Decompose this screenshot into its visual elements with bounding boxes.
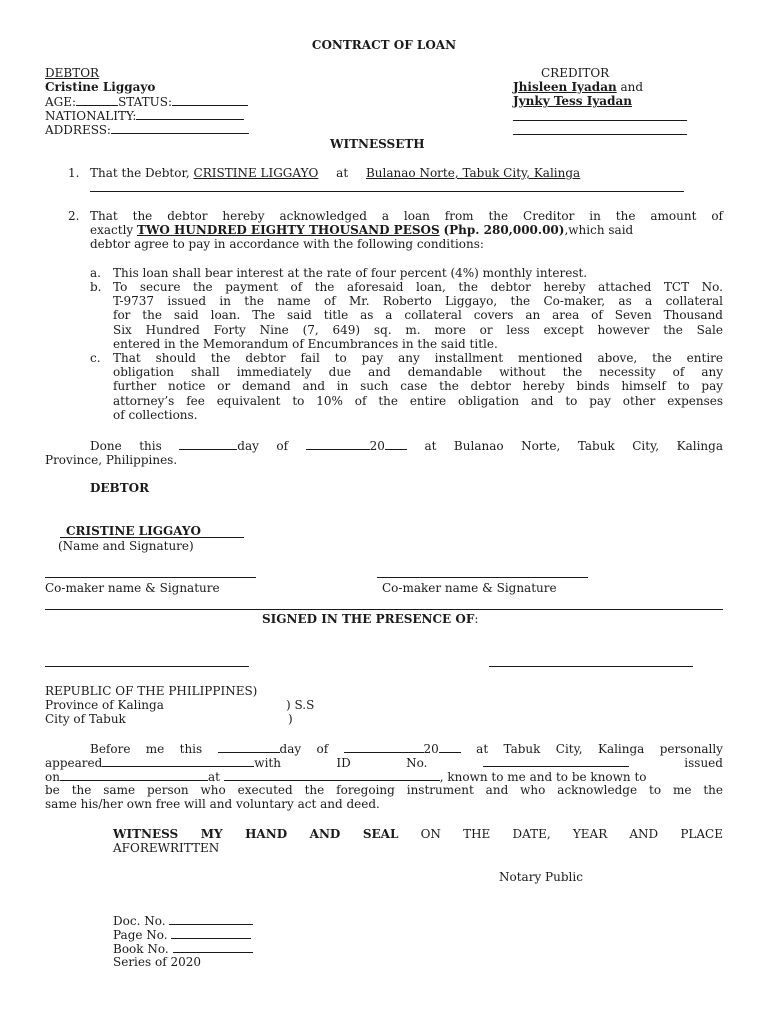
witnesseth-heading: WITNESSETH <box>330 137 425 151</box>
done-year-prefix: 20 <box>369 439 385 453</box>
debtor-signature-name: CRISTINE LIGGAYO <box>66 524 201 538</box>
witness-hand-line <box>113 827 723 842</box>
clause-1-number: 1. <box>68 166 80 180</box>
series-line: Series of 2020 <box>113 955 201 969</box>
clause-2-number: 2. <box>68 209 80 223</box>
appeared-label: appeared <box>45 756 103 770</box>
ss-mark: ) S.S <box>286 698 315 712</box>
debtor-heading: DEBTOR <box>45 66 100 80</box>
condition-line: obligation shall immediately due and demandable without the necessity of any <box>113 365 723 380</box>
address-field[interactable] <box>111 122 249 134</box>
creditor-1-name: Jhisleen Iyadan <box>513 80 617 94</box>
acknowledgment-line-4: same his/her own free will and voluntary act and deed. <box>45 797 380 811</box>
witness-1-line[interactable] <box>45 666 249 667</box>
condition-line: Six Hundred Forty Nine (7, 649) sq. m. more or less except however the Sale <box>113 322 723 337</box>
clause-2-after-amount: ,which said <box>564 223 634 237</box>
book-no-label: Book No. <box>113 942 169 956</box>
aforewritten: AFOREWRITTEN <box>113 841 220 855</box>
condition-line: That should the debtor fail to pay any installment mentioned above, the entire <box>113 351 723 365</box>
witness-hand-bold: WITNESS MY HAND AND SEAL <box>113 827 399 841</box>
notary-day-of: day of <box>279 742 329 756</box>
province-line: Province of Kalinga <box>45 698 164 712</box>
on-label: on <box>45 770 60 784</box>
creditor-and: and <box>620 80 644 94</box>
presence-colon: : <box>474 612 479 626</box>
done-this-label: Done this <box>90 439 162 453</box>
clause-1-debtor-name: CRISTINE LIGGAYO <box>193 166 319 180</box>
clause-2-line-2 <box>90 223 633 238</box>
status-label: STATUS: <box>118 95 173 109</box>
page-no-label: Page No. <box>113 928 168 942</box>
acknowledgment-line-3: be the same person who executed the foregoing instrument and who acknowledge to me the <box>45 783 723 797</box>
issued-label: issued <box>684 756 723 770</box>
condition-line: entered in the Memorandum of Encumbrances in the said title. <box>113 336 498 351</box>
comaker-2-line[interactable] <box>377 577 588 578</box>
nationality-label: NATIONALITY: <box>45 109 137 123</box>
clause-1-lead: That the Debtor, <box>90 166 190 180</box>
id-number-field[interactable] <box>483 755 629 767</box>
age-label: AGE: <box>45 95 77 109</box>
creditor-line-2[interactable] <box>513 134 687 135</box>
name-and-signature-label: (Name and Signature) <box>58 539 194 553</box>
loan-amount-figure: (Php. 280,000.00) <box>443 223 565 237</box>
nationality-field[interactable] <box>136 108 244 120</box>
appeared-name-field[interactable] <box>102 755 254 767</box>
condition-line: of collections. <box>113 407 198 422</box>
comaker-1-line[interactable] <box>45 577 256 578</box>
debtor-signature-line[interactable] <box>60 524 244 538</box>
presence-label: SIGNED IN THE PRESENCE OF <box>262 612 475 626</box>
age-field[interactable] <box>76 94 118 106</box>
done-day-of: day of <box>237 439 289 453</box>
status-field[interactable] <box>172 94 248 106</box>
condition-label: a. <box>90 266 101 280</box>
republic-line: REPUBLIC OF THE PHILIPPINES) <box>45 684 258 698</box>
witness-hand-rest: ON THE DATE, YEAR AND PLACE <box>420 827 723 841</box>
before-me-label: Before me this <box>90 742 203 756</box>
condition-label: c. <box>90 351 101 365</box>
clause-1-at: at <box>336 166 349 180</box>
creditor-heading: CREDITOR <box>541 66 610 80</box>
no-label: No. <box>406 756 428 770</box>
notary-at-place: at Tabuk City, Kalinga personally <box>476 742 723 756</box>
section-divider <box>45 609 723 610</box>
document-title: CONTRACT OF LOAN <box>311 38 457 52</box>
notary-day-field[interactable] <box>218 741 280 753</box>
page-no-field[interactable] <box>171 927 251 939</box>
condition-line: To secure the payment of the aforesaid loan, the debtor hereby attached TCT No. <box>113 280 723 294</box>
debtor-name: Cristine Liggayo <box>45 80 156 94</box>
notary-year-prefix: 20 <box>423 742 439 756</box>
condition-line: further notice or demand and in such case the debtor hereby binds himself to pay <box>113 379 723 394</box>
condition-line: T-9737 issued in the name of Mr. Roberto Liggayo, the Co-maker, as a collateral <box>113 294 723 309</box>
done-this-line <box>90 438 723 454</box>
done-month-field[interactable] <box>306 438 370 450</box>
condition-line: for the said loan. The said title as a collateral covers an area of Seven Thousand <box>113 308 723 323</box>
clause-2-line-3: debtor agree to pay in accordance with the following conditions: <box>90 237 484 251</box>
creditor-line-1[interactable] <box>513 120 687 121</box>
notary-public-label: Notary Public <box>499 870 583 884</box>
debtor-signature-label: DEBTOR <box>90 481 150 495</box>
clause-1-place: Bulanao Norte, Tabuk City, Kalinga <box>365 166 581 180</box>
done-this-line-2: Province, Philippines. <box>45 453 178 467</box>
clause-2-exactly: exactly <box>90 223 134 237</box>
done-day-field[interactable] <box>179 438 237 450</box>
doc-no-field[interactable] <box>169 913 253 925</box>
done-year-field[interactable] <box>385 438 407 450</box>
id-label: ID <box>336 756 351 770</box>
notary-year-field[interactable] <box>439 741 461 753</box>
issued-on-field[interactable] <box>60 769 208 781</box>
with-label: with <box>254 756 281 770</box>
condition-line: This loan shall bear interest at the rate of four percent (4%) monthly interest. <box>113 266 588 280</box>
issued-at-field[interactable] <box>224 769 440 781</box>
done-at-place: at Bulanao Norte, Tabuk City, Kalinga <box>424 439 723 453</box>
creditor-2-name: Jynky Tess Iyadan <box>513 94 632 108</box>
notary-month-field[interactable] <box>344 741 424 753</box>
city-paren: ) <box>288 712 293 726</box>
comaker-2-label: Co-maker name & Signature <box>382 581 557 595</box>
loan-amount-words: TWO HUNDRED EIGHTY THOUSAND PESOS <box>137 223 440 237</box>
clause-1-blank-line[interactable] <box>90 191 684 192</box>
creditor-1-row <box>513 80 643 95</box>
witness-2-line[interactable] <box>489 666 693 667</box>
known-text: , known to me and to be known to <box>439 770 647 784</box>
at-label: at <box>207 770 220 784</box>
condition-label: b. <box>90 280 102 294</box>
clause-1-text <box>90 166 580 181</box>
presence-heading <box>262 612 478 627</box>
doc-no-label: Doc. No. <box>113 914 166 928</box>
comaker-1-label: Co-maker name & Signature <box>45 581 220 595</box>
city-line: City of Tabuk <box>45 712 126 726</box>
address-label: ADDRESS: <box>45 123 111 137</box>
book-no-field[interactable] <box>173 941 253 953</box>
address-row <box>45 122 249 138</box>
clause-2-line-1: That the debtor hereby acknowledged a loan from the Creditor in the amount of <box>90 209 723 223</box>
condition-line: attorney’s fee equivalent to 10% of the entire obligation and to pay other expenses <box>113 393 723 408</box>
